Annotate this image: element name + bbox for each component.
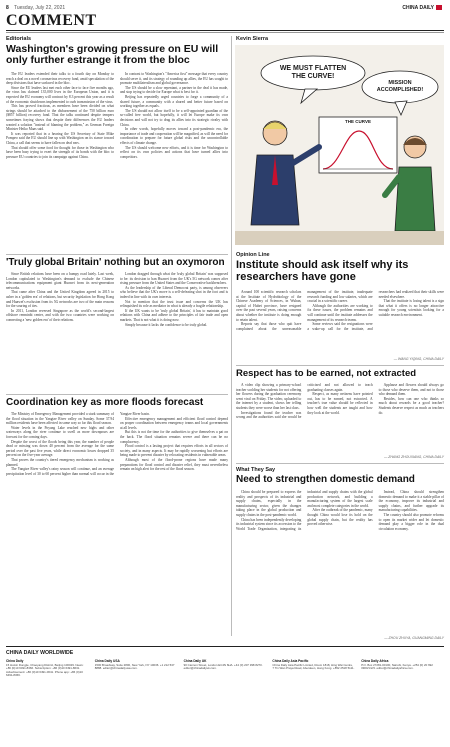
respect-byline: — ZHANG ZHOUXIANG, CHINA DAILY [383,455,444,459]
paragraph: The US should welcome new efforts, and it is time for Washington to reflect on its own policies and actions that have turned allies into competitors. [120,145,228,159]
paper-name: CHINA DAILY [402,5,434,11]
section-title: COMMENT [6,12,97,29]
footer-column [6,660,89,740]
footer-column [184,660,267,740]
paragraph: Despite the worst of the floods being this year, the number of people dead or missing was down 40 percent from the average for the same period over the past five years, while direct economic losses dropped 35 percent on the five-year average. [6,439,114,458]
respect-body [236,383,444,455]
paragraph: The country should also promote reforms to open its market wider and let domestic demand play a bigger role in the dual circulation economy. [378,512,444,531]
paragraph: Besides, how can one who thinks so much about rewards be a good teacher? Students deserve respect as much as teachers do. [378,396,444,415]
paragraph: Flood control is a lasting project that requires efforts in all sectors of society, and in many aspects. It may be rapidly worsening but efforts are being made to prevent disaster by relocating residents in vulnerable areas. [120,444,228,458]
masthead-rule [6,30,444,31]
editorials-label: Editorials [6,36,32,42]
bureau-details: 90 Cannon Street, London EC4N 6HA. +44 (0) 207 398 8270. editor@chinadailyuk.com. [183,662,263,671]
paragraph: As the leadership of the Liberal Democrat party, is among observers who believe that the UK's move is a self-defeating shot in the foot and is indeed in line with its own interests. [120,285,228,299]
paragraph: That should offer some food for thought for those in Washington who have been busy trying to exert the strength of its bonds with the bloc to pressure EU countries to join its campaign against China. [6,145,114,159]
bureau-details: China Daily Asia Pacific Limited, Room 1818, Hing Wai Centre, 7 Tin Wan Praya Road, Aberdeen, Hong Kong. +852 2518 5111. [272,662,355,671]
paragraph: Although most of the flood-prone regions have made many preparations for flood control and disaster relief, they must nevertheless remain on high alert for the rest of the flood season. [120,457,228,472]
paragraph: Water levels in the Poyang Lake reached new highs and other waterways along the river continue to swell as more downpours are forecast for the coming days. [6,425,114,439]
paragraph: But this is not the time for the authorities to give themselves a pat on the back. The flood situation remains severe and there can be no complacency. [120,430,228,444]
paragraph: Although the authorities are working to fix these issues, the problem remains and will continue until the institute addresses the management of its research teams. [307,303,373,322]
bureau-name: China Daily [6,659,24,663]
what-they-say-byline: — ZHOU ZHUYA, GUANGMING DAILY [384,636,444,640]
paragraph: Not to mention that the trust issue and concerns the UK has relinquished its role as mediator in what is already a fragile relationship. [120,299,228,309]
paragraph: The US should not allow itself to be a self-appointed guardian of the so-called free world, but hopefully, it will let Europe make its own decisions and will not try to drag its allies into its strategic rivalry with China. [120,108,228,127]
footer-title: CHINA DAILY WORLDWIDE [6,650,74,656]
page-number: 8 [6,5,9,11]
paragraph: Since the EU leaders last met each other face to face five months ago, the virus has claimed 135,000 lives in the European Union, and it is expected the EU economy will contract by 8.3 percent this year as a result of the economic shutdowns implemented to curb transmission of the virus. [6,85,114,104]
paragraph: China has been independently developing its industrial system since its accession to the World Trade Organization, integrating its industrial and supply chains with the global production network, and building a manufacturing system of the largest scale and most complete categories in the world. [236,490,373,531]
paragraph: Simply because it lacks the confidence to be truly global. [125,322,208,327]
section-divider [6,254,228,255]
paragraph: Around 100 scientific research scholars at the Institute of Hydrobiology of the Chinese Academy of Sciences, in Wuhan, capital of Hubei province, have resigned over the past several years, raising concerns about whether the institute is doing enough to retain talent. [236,290,302,322]
paragraph: It was reported that in a hearing the US Secretary of State Mike Pompeo said the EU should line up with Washington on its stance toward China, a call that seems to have fallen on deaf ears. [6,131,114,145]
paragraph: Effective emergency management and efficient flood control depend on proper coordination between emergency teams and local governments at all levels. [120,416,228,430]
editorial-cartoon [235,45,444,245]
paragraph: Some reviews said the resignations were a wake-up call for the institute, and researchers had realized that their skills were needed elsewhere. [307,290,444,331]
paragraph: In contrast to Washington's "America first" message that every country should serve it, and its strategy of rounding up allies, the EU has sought to promote multilateralism and global governance. [120,72,228,86]
lead-headline: Washington's growing pressure on EU will only further estrange it from the bloc [6,43,219,67]
section-divider [236,365,444,366]
section-divider [236,463,444,464]
footer-column [361,660,444,740]
paragraph: Respect, as many netizens have pointed out, has to be earned, not extracted. A teacher's true value should be reflected in how well the students are taught and how they look at the world. [307,392,373,415]
paragraph: Since British relations have been on a bumpy road lately. Last week, London capitulated to Washington's demand to exclude the Chinese telecommunications equipment giant Huawei from its next-generation networks. [6,272,114,290]
bureau-details: 1500 Broadway, Suite 2800, New York, NY 10036. +1 212 537 8888. editor@chinadailyusa.com. [94,662,175,671]
opinion-label: Opinion Line [236,252,270,258]
third-headline: Coordination key as more floods forecast [6,397,204,408]
second-body [6,272,228,390]
footer-columns [6,660,444,740]
what-they-say-headline: Need to strengthen domestic demand [236,474,415,485]
logo-square-icon [436,5,442,10]
paragraph: If the UK wants to be 'truly global Britain', it has to maintain good relations with China and adhere to the principles of fair trade and open markets. That is not what it is doing now. [120,308,228,322]
paragraph: The US should be a slow repentant, a partner in the deal it has made, and stop trying to decide for Europe what is best for it. [120,85,228,95]
what-they-say-label: What They Say [236,467,276,473]
paragraph: China should be prepared to express the reality and prospects of its industrial and supply chains, especially in the manufacturing sector, given the changes taking place in the global production and supply chains in the post-pandemic world. [236,490,302,517]
issue-date: Tuesday, July 22, 2021 [14,5,66,11]
bureau-name: China Daily UK [183,659,207,663]
bureau-details: 15 Huixin Dongjie, Chaoyang District, Beijing 100029. News: +86 (0)10 6491-8366. Subscription: +86 (0)10 6491-8631. Advertisement: +86 (0)10 6491-0641. Phone app: +86 (0)10 6491-8366. [6,662,84,678]
paragraph: Applause and flowers should always go to those who deserve them, and not to those who demand them. [378,383,444,397]
paragraph: Investigations found the teacher was wrong and the authorities said she would be criticized and not allowed to teach graduating classes again. [236,383,373,420]
section-divider [6,394,228,395]
paragraph: A video clip showing a primary-school teacher scolding her students for not offering her flowers during the graduation ceremony went viral on Friday. The video, uploaded to the internet by a student, shows her telling students they were worse than her last class. [236,383,302,410]
footer-column [95,660,178,740]
paragraph: London dragged through what the 'truly global Britain' was supposed to be: its decision to ban Huawei from the UK's 5G network comes after rising pressure from the United States and the Conservative backbenchers. [120,272,228,286]
paragraph: Beijing has repeatedly urged countries to forge a community of a shared future, a community with a shared and better future based on working together as equals. [120,94,228,109]
bureau-name: China Daily USA [94,659,120,663]
paragraph: In other words, hopefully moves toward a post-pandemic era, the importance of trade and cooperation will be magnified, as will the need for coordination to prepare for future global risks and the uncontrollable effects of climate change. [120,127,228,145]
bureau-name: China Daily Africa [361,659,389,663]
paragraph: The Ministry of Emergency Management provided a stark summary of the flood situation in the Yangtze River valley on Sunday. Some 37.94 million residents have been affected in some way so far this flood season. [6,412,114,426]
speech-bubble-left: WE MUST FLATTEN THE CURVE! [279,65,347,80]
chart-label: THE CURVE [345,119,371,124]
speech-bubble-right: MISSION ACCOMPLISHED! [376,80,424,93]
bureau-details: P.O. Box 27281-00100, Nairobi, Kenya. +254 (0) 20 692 0900/1/2/3. editor@chinadailyafrica.com. [361,662,433,671]
bureau-name: China Daily Asia Pacific [272,659,309,663]
opinion-byline: — WANG YIQING, CHINA DAILY [393,357,444,361]
lead-body [6,72,228,250]
paragraph: Instead, China should strengthen domestic demand to make it a stable pillar of the economy, improve its industrial and supply chains, and further upgrade its manufacturing capabilities. [378,490,444,513]
paragraph: That proves the country's tiered emergency mechanism is working as planned. [6,457,114,467]
paragraph: After the outbreak of the pandemic, many thought China would lose its hold on the global supply chain, but the reality has proved otherwise. [307,508,373,527]
footer-column [272,660,355,740]
paragraph: The EU leaders extended their talks to a fourth day on Monday to reach a deal on a novel coronavirus recovery fund, amid speculation of the deep divisions that have surfaced in the bloc. [6,72,114,86]
paragraph: That came after China and the United Kingdom agreed in 2015 to usher in a 'golden era' of relations, but security legislation for Hong Kong and Huawei's exclusion from its 5G networks are two of the main reasons for the souring of ties. [6,290,114,309]
opinion-body [236,290,444,358]
paragraph: In 2011, London reversed Singapore as the world's second-largest offshore renminbi center, and with the two countries were working on connecting a 'new golden era' of their relations. [6,308,114,322]
paragraph: Reports say that those who quit have complained about the unreasonable management of the institute, inadequate research funding and low salaries, which are crucial in a scientific career. [236,290,373,331]
what-they-say-body [236,490,444,636]
paragraph: That the institute is losing talent is a sign that what it offers is no longer attractive enough for young scientists looking for a suitable research environment. [378,299,444,317]
second-headline: 'Truly global Britain' nothing but an oxymoron [6,257,225,268]
respect-headline: Respect has to be earned, not extracted [236,368,417,379]
paragraph: This has proved fractious, as members have been divided on what strings should be attached to the disbursement of the 750 billion euro ($857 billion) recovery fund. That the talks continued despite tempers sometimes fraying shows that despite their differences the EU leaders wanted a solution "instead of blaming the problem," as German Foreign Minister Heiko Maas said. [6,104,114,132]
opinion-headline: Institute should ask itself why its researchers have gone [236,259,409,283]
paragraph: The Yangtze River valley's rainy season will continue, and an average precipitation level of 30 to 60 percent higher than normal will occur in the Yangtze River basin. [6,412,150,476]
third-body [6,412,228,554]
cartoon-artist: Kevin Sierra [236,36,269,42]
masthead-rule-thin [6,32,444,33]
column-divider [231,36,232,636]
footer-rule [6,646,444,647]
